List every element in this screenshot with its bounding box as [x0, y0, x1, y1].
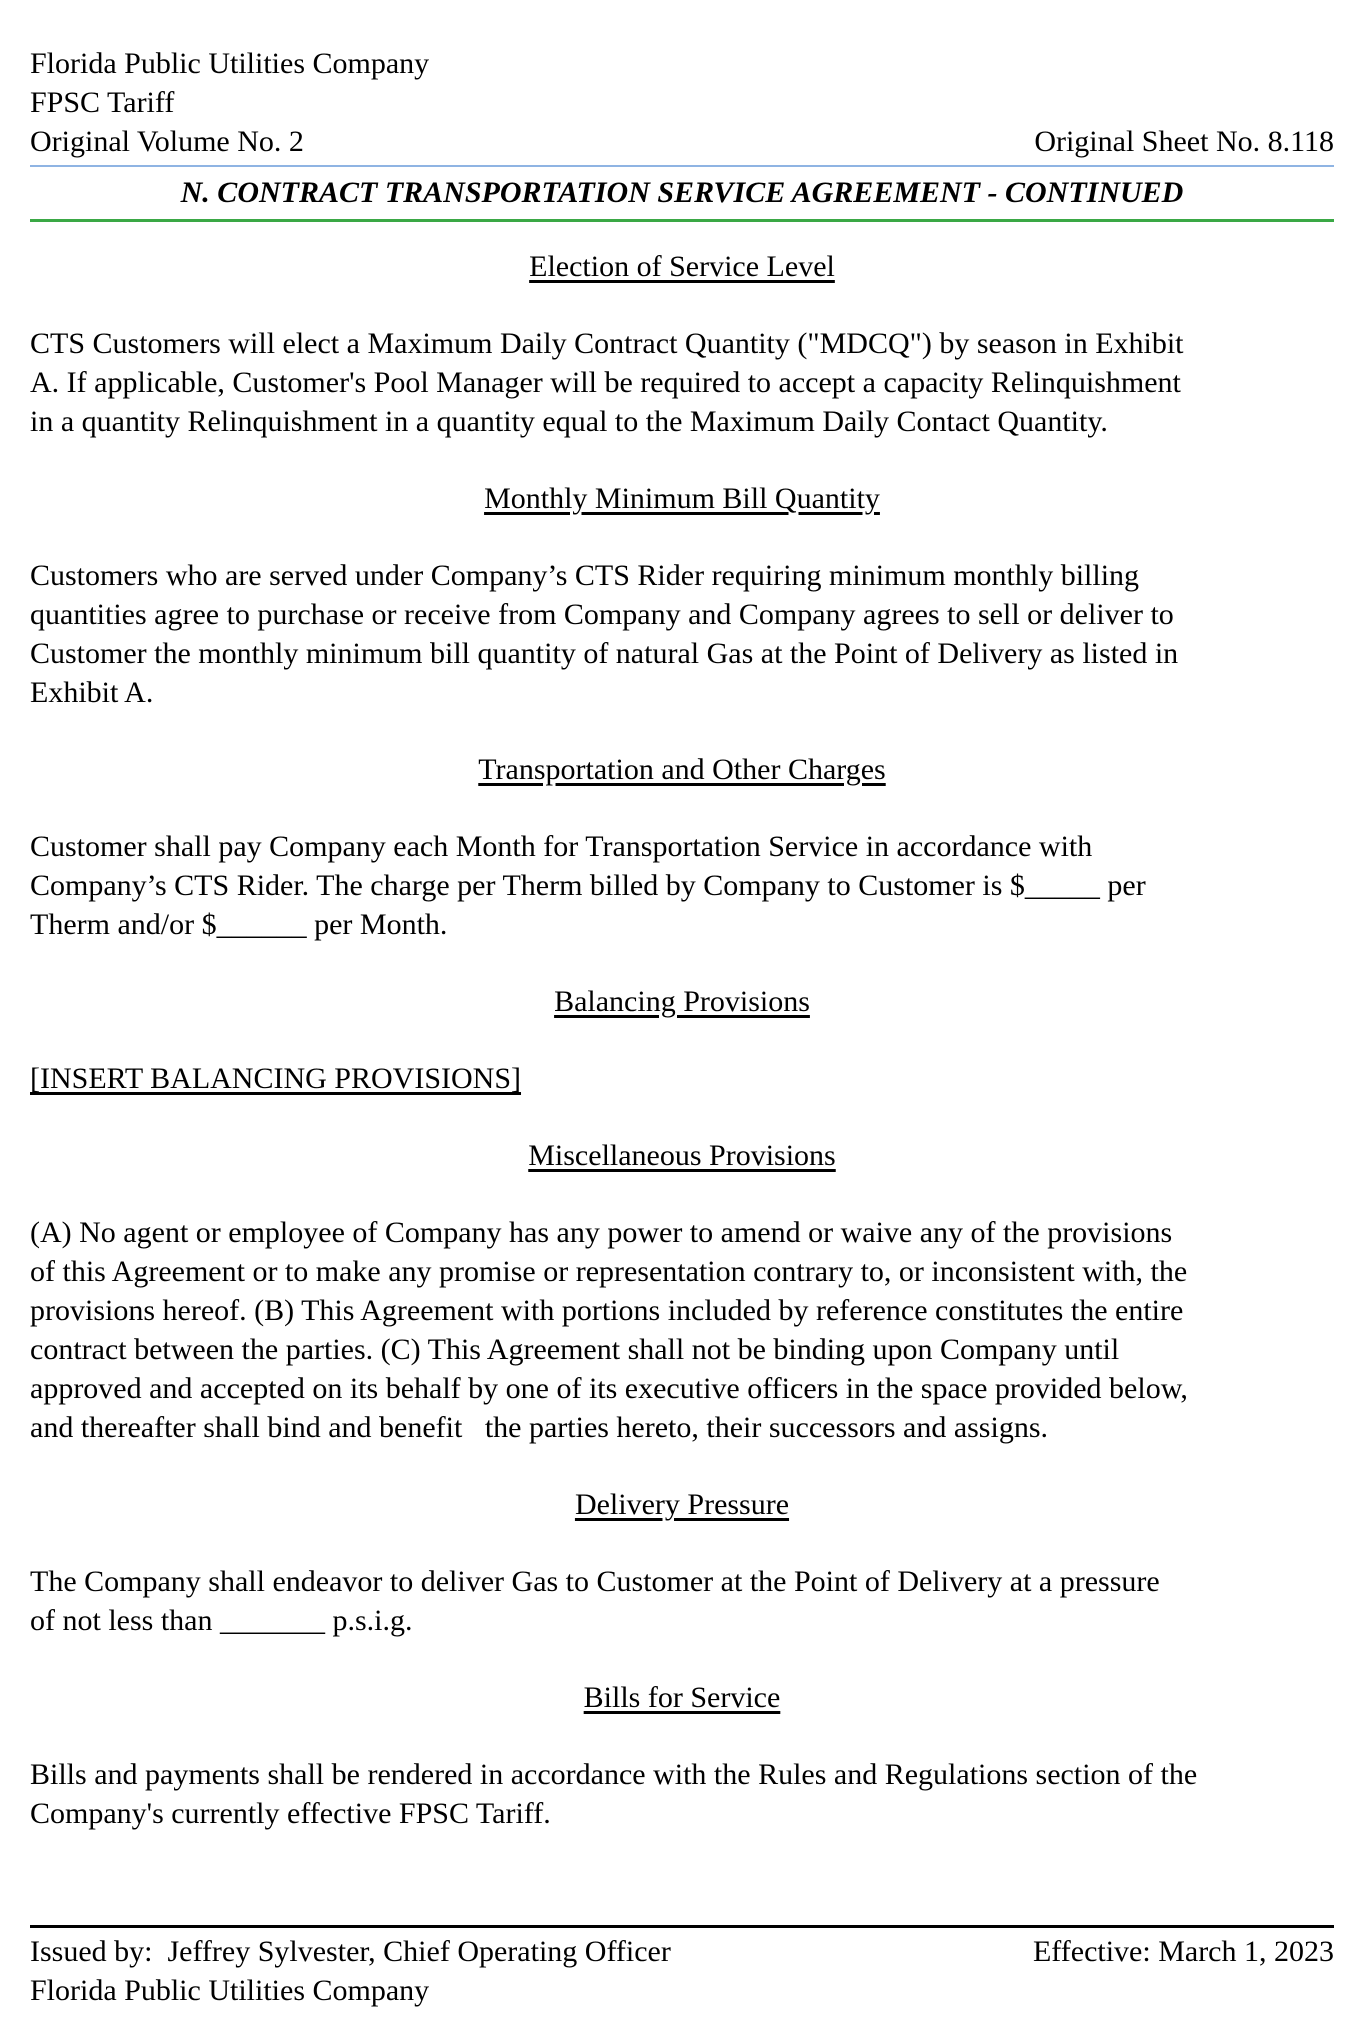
text-line: Exhibit A.: [30, 676, 154, 709]
header-tariff: FPSC Tariff: [30, 86, 175, 119]
text-line: provisions hereof. (B) This Agreement with portions included by reference constitutes the entire: [30, 1294, 1184, 1327]
text-line: Customers who are served under Company’s CTS Rider requiring minimum monthly billing: [30, 559, 1140, 592]
text-line: A. If applicable, Customer's Pool Manager will be required to accept a capacity Relinquishment: [30, 366, 1181, 399]
text-line: CTS Customers will elect a Maximum Daily Contract Quantity ("MDCQ") by season in Exhibit: [30, 327, 1184, 360]
text-line: Company’s CTS Rider. The charge per Therm billed by Company to Customer is $_____ per: [30, 869, 1146, 902]
paragraph-pressure: [30, 1562, 1334, 1640]
paragraph-election: [30, 324, 1334, 441]
text-line: approved and accepted on its behalf by one of its executive officers in the space provided below,: [30, 1372, 1188, 1405]
paragraph-minimum-bill: [30, 556, 1334, 712]
text-line: of this Agreement or to make any promise or representation contrary to, or inconsistent with, the: [30, 1255, 1188, 1288]
text-line: (A) No agent or employee of Company has any power to amend or waive any of the provisions: [30, 1216, 1173, 1249]
header-divider-blue: [30, 165, 1334, 167]
header-volume-row: [30, 122, 1334, 161]
text-line: and thereafter shall bind and benefit the parties hereto, their successors and assigns.: [30, 1411, 1048, 1444]
heading-balancing: Balancing Provisions: [554, 985, 810, 1018]
paragraph-charges: [30, 827, 1334, 944]
footer-issued-by: Issued by: Jeffrey Sylvester, Chief Operating Officer: [30, 1935, 671, 1968]
heading-minimum-bill: Monthly Minimum Bill Quantity: [484, 482, 880, 515]
footer-company: Florida Public Utilities Company: [30, 1974, 430, 2007]
header-company: Florida Public Utilities Company: [30, 47, 430, 80]
paragraph-bills: [30, 1755, 1334, 1833]
text-line: Customer shall pay Company each Month for Transportation Service in accordance with: [30, 830, 1093, 863]
text-line: quantities agree to purchase or receive from Company and Company agrees to sell or deliver to: [30, 598, 1174, 631]
section-title: N. CONTRACT TRANSPORTATION SERVICE AGREEMENT - CONTINUED: [180, 176, 1184, 209]
footer-effective-date: Effective: March 1, 2023: [1032, 1935, 1334, 1968]
text-line: of not less than _______ p.s.i.g.: [30, 1604, 413, 1637]
page-footer: [30, 1925, 1334, 2010]
heading-misc: Miscellaneous Provisions: [528, 1139, 836, 1172]
header-sheet-number: Original Sheet No. 8.118: [1034, 125, 1334, 158]
balancing-placeholder: [INSERT BALANCING PROVISIONS]: [30, 1062, 522, 1095]
text-line: Customer the monthly minimum bill quantity of natural Gas at the Point of Delivery as listed in: [30, 637, 1179, 670]
text-line: Company's currently effective FPSC Tariff.: [30, 1797, 551, 1830]
text-line: contract between the parties. (C) This Agreement shall not be binding upon Company until: [30, 1333, 1120, 1366]
heading-charges: Transportation and Other Charges: [478, 753, 886, 786]
text-line: The Company shall endeavor to deliver Gas to Customer at the Point of Delivery at a pressure: [30, 1565, 1160, 1598]
text-line: Therm and/or $______ per Month.: [30, 908, 448, 941]
heading-pressure: Delivery Pressure: [574, 1488, 790, 1521]
text-line: in a quantity Relinquishment in a quantity equal to the Maximum Daily Contact Quantity.: [30, 405, 1108, 438]
paragraph-misc: [30, 1213, 1334, 1447]
header-volume: Original Volume No. 2: [30, 125, 304, 158]
heading-election: Election of Service Level: [529, 250, 835, 283]
footer-divider: [30, 1925, 1334, 1928]
tariff-page: [30, 44, 1334, 1833]
heading-bills: Bills for Service: [583, 1681, 781, 1714]
text-line: Bills and payments shall be rendered in accordance with the Rules and Regulations section of the: [30, 1758, 1198, 1791]
footer-issued-row: [30, 1932, 1334, 1971]
header-divider-green: [30, 219, 1334, 222]
paragraph-balancing: [30, 1059, 1334, 1098]
